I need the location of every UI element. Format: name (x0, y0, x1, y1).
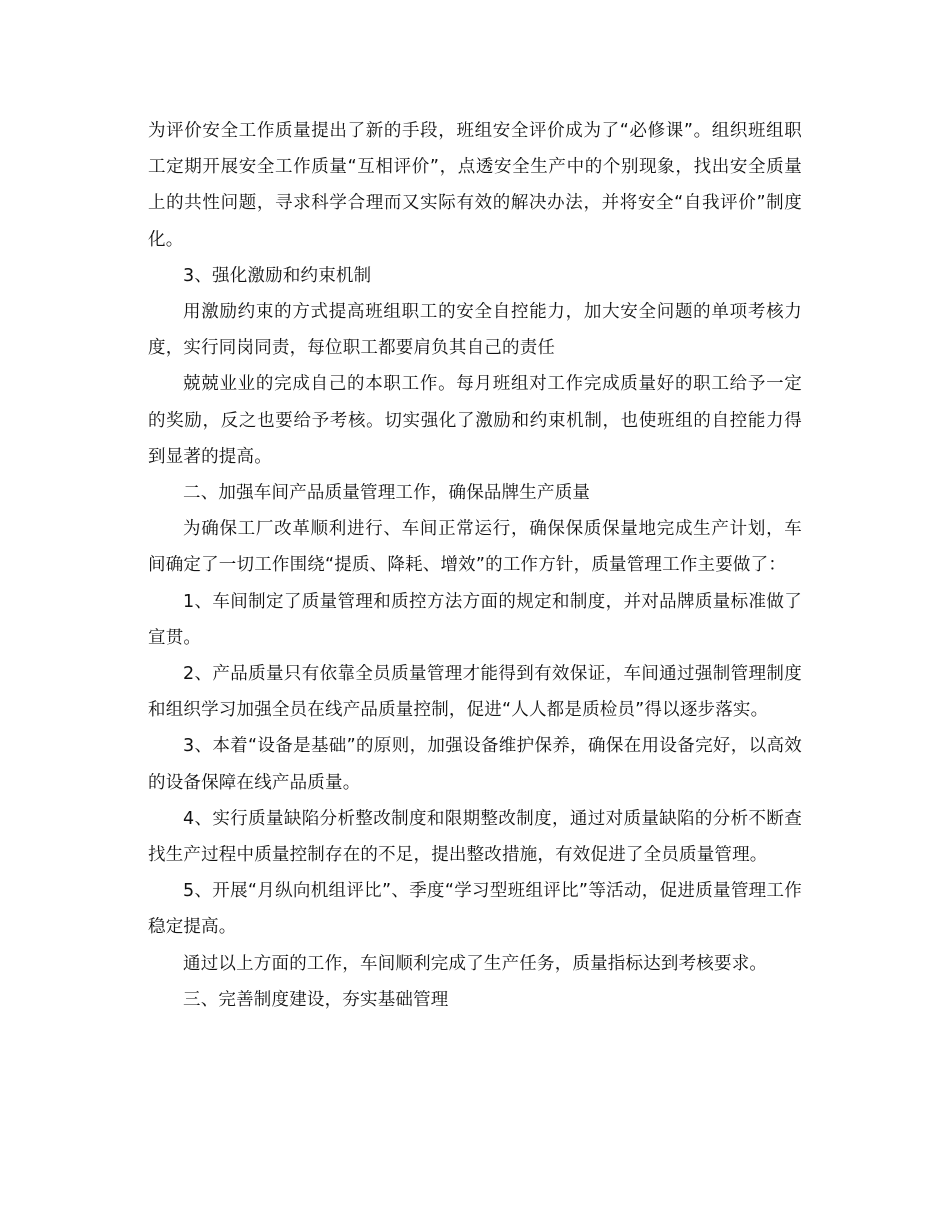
paragraph-incentive-constraint: 用激励约束的方式提高班组职工的安全自控能力，加大安全问题的单项考核力度，实行同岗同责，每位职工都要肩负其自己的责任 (148, 302, 802, 359)
paragraph-summary: 通过以上方面的工作，车间顺利完成了生产任务，质量指标达到考核要求。 (183, 953, 768, 974)
heading-system-construction: 三、完善制度建设，夯实基础管理 (183, 989, 449, 1010)
heading-incentive-mechanism: 3、强化激励和约束机制 (183, 265, 372, 286)
paragraph-monthly-reward: 兢兢业业的完成自己的本职工作。每月班组对工作完成质量好的职工给予一定的奖励，反之也要给予考核。切实强化了激励和约束机制，也使班组的自控能力得到显著的提高。 (148, 374, 802, 467)
heading-quality-management: 二、加强车间产品质量管理工作，确保品牌生产质量 (183, 483, 591, 504)
document-body (148, 113, 802, 1018)
list-item-3: 3、本着“设备是基础”的原则，加强设备维护保养，确保在用设备完好，以高效的设备保障在线产品质量。 (148, 736, 802, 793)
paragraph-safety-evaluation: 为评价安全工作质量提出了新的手段，班组安全评价成为了“必修课”。组织班组职工定期开展安全工作质量“互相评价”，点透安全生产中的个别现象，找出安全质量上的共性问题，寻求科学合理而又实际有效的解决办法，并将安全“自我评价”制度化。 (148, 121, 802, 250)
list-item-5: 5、开展“月纵向机组评比”、季度“学习型班组评比”等活动，促进质量管理工作稳定提高。 (148, 881, 802, 938)
paragraph-production-plan: 为确保工厂改革顺利进行、车间正常运行，确保保质保量地完成生产计划，车间确定了一切工作围绕“提质、降耗、增效”的工作方针，质量管理工作主要做了： (148, 519, 802, 576)
list-item-4: 4、实行质量缺陷分析整改制度和限期整改制度，通过对质量缺陷的分析不断查找生产过程中质量控制存在的不足，提出整改措施，有效促进了全员质量管理。 (148, 808, 802, 866)
list-item-2: 2、产品质量只有依靠全员质量管理才能得到有效保证，车间通过强制管理制度和组织学习加强全员在线产品质量控制，促进“人人都是质检员”得以逐步落实。 (148, 664, 802, 721)
list-item-1: 1、车间制定了质量管理和质控方法方面的规定和制度，并对品牌质量标准做了宣贯。 (148, 591, 802, 648)
